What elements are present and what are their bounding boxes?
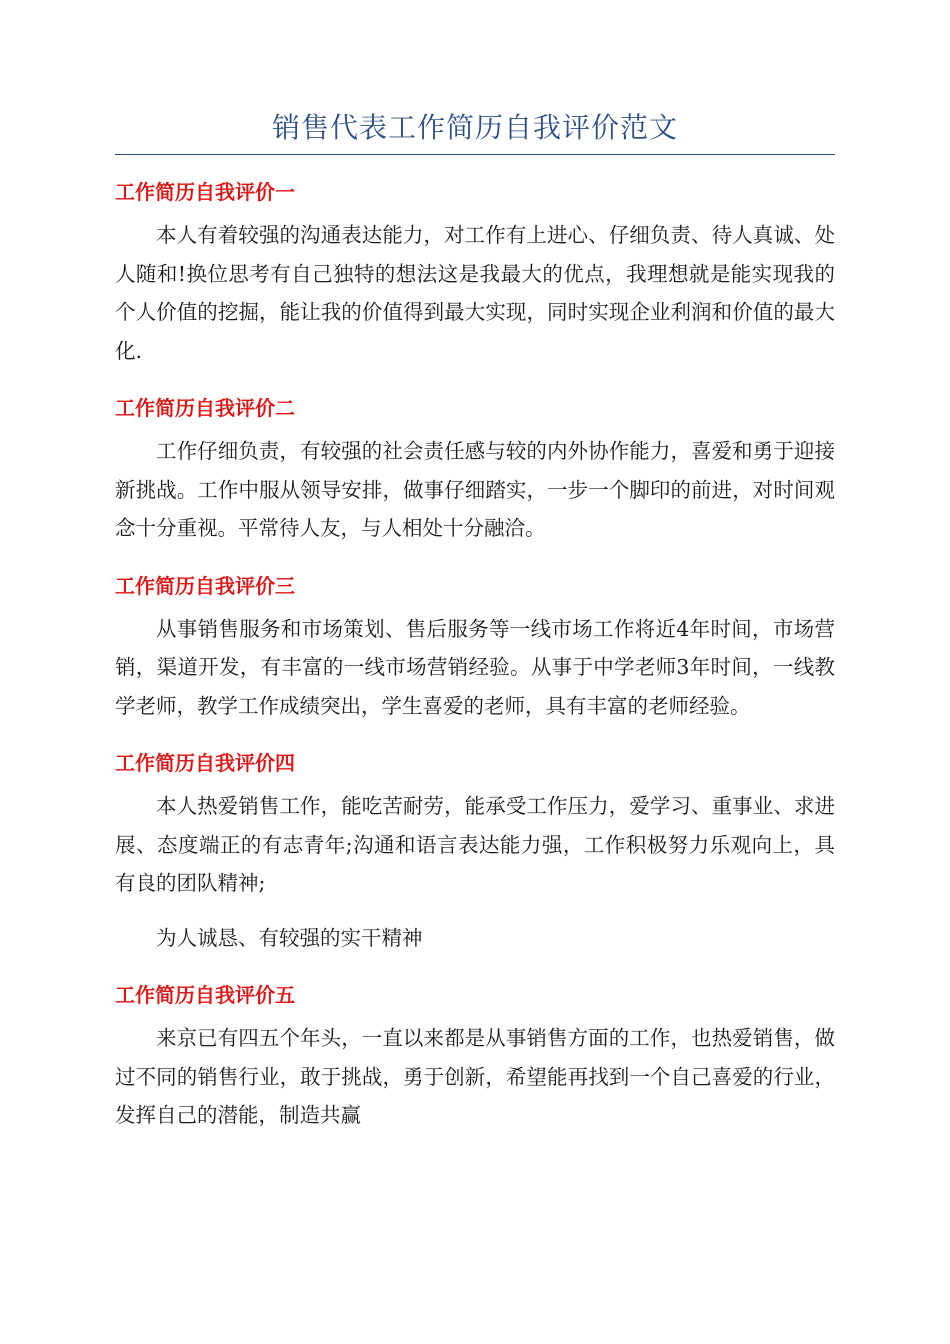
section-5: [115, 981, 835, 1135]
section-2: [115, 394, 835, 548]
section-paragraph: 为人诚恳、有较强的实干精神: [156, 925, 423, 950]
section-paragraph: 工作仔细负责，有较强的社会责任感与较的内外协作能力，喜爱和勇于迎接新挑战。工作中服从领导安排，做事仔细踏实，一步一个脚印的前进，对时间观念十分重视。平常待人友，与人相处十分融洽。: [115, 439, 835, 540]
section-heading: 工作简历自我评价四: [115, 751, 295, 775]
section-heading: 工作简历自我评价二: [115, 396, 295, 420]
section-heading: 工作简历自我评价五: [115, 983, 295, 1007]
section-4: [115, 749, 835, 957]
document-title: 销售代表工作简历自我评价范文: [115, 108, 835, 155]
section-heading: 工作简历自我评价一: [115, 180, 295, 204]
section-1: [115, 178, 835, 370]
section-paragraph: 来京已有四五个年头，一直以来都是从事销售方面的工作，也热爱销售，做过不同的销售行业，敢于挑战，勇于创新，希望能再找到一个自己喜爱的行业，发挥自己的潜能，制造共赢: [115, 1026, 835, 1127]
section-3: [115, 572, 835, 726]
document-page: [115, 108, 835, 1135]
section-paragraph: 从事销售服务和市场策划、售后服务等一线市场工作将近4年时间，市场营销，渠道开发，有丰富的一线市场营销经验。从事于中学老师3年时间，一线教学老师，教学工作成绩突出，学生喜爱的老师，具有丰富的老师经验。: [115, 616, 835, 718]
section-paragraph: 本人有着较强的沟通表达能力，对工作有上进心、仔细负责、待人真诚、处人随和!换位思考有自己独特的想法这是我最大的优点，我理想就是能实现我的个人价值的挖掘，能让我的价值得到最大实现，同时实现企业利润和价值的最大化.: [115, 223, 835, 363]
section-paragraph: 本人热爱销售工作，能吃苦耐劳，能承受工作压力，爱学习、重事业、求进展、态度端正的有志青年;沟通和语言表达能力强，工作积极努力乐观向上，具有良的团队精神;: [115, 794, 835, 895]
section-heading: 工作简历自我评价三: [115, 573, 295, 598]
